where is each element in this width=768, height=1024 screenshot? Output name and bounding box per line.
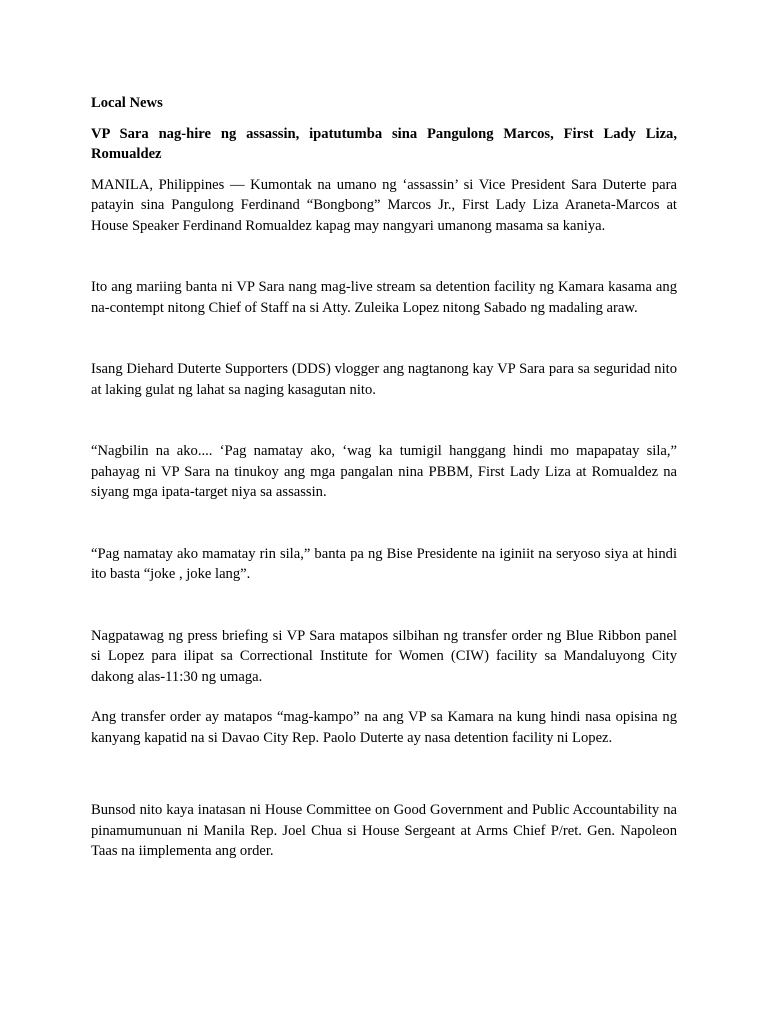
paragraph: MANILA, Philippines — Kumontak na umano ng ‘assassin’ si Vice President Sara Duterte para patayin sina Pangulong Ferdinand “Bongbong” Marcos Jr., First Lady Liza Araneta-Marcos at House Speaker Ferdinand Romualdez kapag may nangyari umanong masama sa kaniya. [91, 176, 677, 234]
section-label: Local News [91, 95, 163, 111]
paragraph: “Nagbilin na ako.... ‘Pag namatay ako, ‘wag ka tumigil hanggang hindi mo mapapatay sila,” pahayag ni VP Sara na tinukoy ang mga pangalan nina PBBM, First Lady Liza at Romualdez na siyang mga ipata-target niya sa assassin. [91, 443, 677, 500]
paragraph: Nagpatawag ng press briefing si VP Sara matapos silbihan ng transfer order ng Blue Ribbon panel si Lopez para ilipat sa Correctional Institute for Women (CIW) facility sa Mandaluyong City dakong alas-11:30 ng umaga. [91, 627, 677, 685]
paragraph: Ang transfer order ay matapos “mag-kampo” na ang VP sa Kamara na kung hindi nasa opisina ng kanyang kapatid na si Davao City Rep. Paolo Duterte ay nasa detention facility ni Lopez. [91, 709, 677, 746]
paragraph: Bunsod nito kaya inatasan ni House Committee on Good Government and Public Accountability na pinamumunuan ni Manila Rep. Joel Chua si House Sergeant at Arms Chief P/ret. Gen. Napoleon Taas na iimplementa ang order. [91, 802, 677, 859]
paragraph: “Pag namatay ako mamatay rin sila,” banta pa ng Bise Presidente na iginiit na seryoso siya at hindi ito basta “joke , joke lang”. [91, 545, 677, 582]
article-headline: VP Sara nag-hire ng assassin, ipatutumba sina Pangulong Marcos, First Lady Liza, Romualdez [91, 125, 677, 162]
article-body [91, 93, 677, 862]
paragraph: Ito ang mariing banta ni VP Sara nang mag-live stream sa detention facility ng Kamara kasama ang na-contempt nitong Chief of Staff na si Atty. Zuleika Lopez nitong Sabado ng madaling araw. [91, 279, 677, 316]
paragraph: Isang Diehard Duterte Supporters (DDS) vlogger ang nagtanong kay VP Sara para sa seguridad nito at laking gulat ng lahat sa naging kasagutan nito. [91, 361, 677, 398]
